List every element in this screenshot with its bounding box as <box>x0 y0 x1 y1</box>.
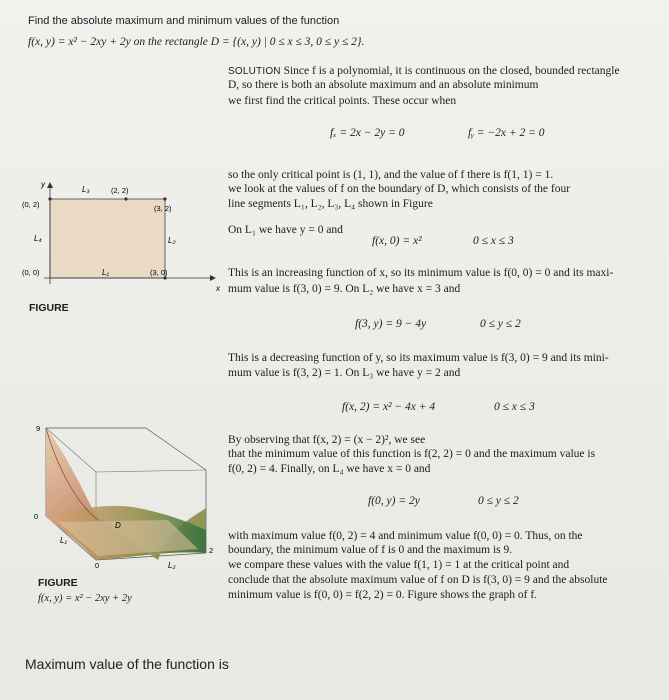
solution-p6-line-1: with maximum value f(0, 2) = 4 and minimum value f(0, 0) = 0. Thus, on the <box>228 530 583 542</box>
solution-p5-line-2: that the minimum value of this function is f(2, 2) = 0 and the maximum value is <box>228 448 596 460</box>
solution-p6-line-2: boundary, the minimum value of f is 0 and the maximum is 9. <box>228 544 513 556</box>
figure-2-label: FIGURE <box>38 577 78 589</box>
l1-equation: f(x, 0) = x² <box>372 235 422 247</box>
region-d-label: D <box>115 521 121 530</box>
solution-p4-line-2: mum value is f(3, 2) = 1. On L₃ we have y = 2 and <box>228 367 461 379</box>
tick-9: 9 <box>36 424 41 433</box>
l4-equation: f(0, y) = 2y <box>368 495 420 507</box>
l3-equation: f(x, 2) = x² − 4x + 4 <box>342 401 436 413</box>
label-0-2: (0, 2) <box>22 200 40 209</box>
problem-line-1: Find the absolute maximum and minimum values of the function <box>28 15 340 27</box>
surface-label-l2: L₂ <box>168 561 176 570</box>
solution-p6-line-3: we compare these values with the value f(1, 1) = 1 at the critical point and <box>228 559 570 571</box>
label-l1: L₁ <box>102 268 109 277</box>
l2-range: 0 ≤ y ≤ 2 <box>480 318 521 330</box>
point-0-2 <box>48 197 51 200</box>
x-axis-label: x <box>216 284 220 293</box>
surface-label-l1: L₁ <box>60 536 67 545</box>
l1-range: 0 ≤ x ≤ 3 <box>473 235 514 247</box>
solution-p4-line-1: This is a decreasing function of y, so its maximum value is f(3, 0) = 9 and its mini- <box>228 352 609 364</box>
l3-range: 0 ≤ x ≤ 3 <box>494 401 535 413</box>
region-d <box>50 199 165 278</box>
label-0-0: (0, 0) <box>22 268 40 277</box>
y-axis-label: y <box>41 180 45 189</box>
tick-x0: 0 <box>95 561 100 570</box>
box-edge-top-front <box>96 470 206 472</box>
solution-p1-text-1: Since f is a polynomial, it is continuous on the closed, bounded rectangle <box>283 65 620 77</box>
boundary-rectangle-figure <box>20 178 240 318</box>
solution-p6-line-5: minimum value is f(0, 0) = f(2, 2) = 0. Figure shows the graph of f. <box>228 589 538 601</box>
solution-p2-line-2: we look at the values of f on the boundary of D, which consists of the four <box>228 183 571 195</box>
label-3-0: (3, 0) <box>150 268 168 277</box>
problem-line-2: f(x, y) = x² − 2xy + 2y on the rectangle D = {(x, y) | 0 ≤ x ≤ 3, 0 ≤ y ≤ 2}. <box>28 36 365 48</box>
solution-p2-line-1: so the only critical point is (1, 1), and the value of f there is f(1, 1) = 1. <box>228 169 554 181</box>
answer-prompt: Maximum value of the function is <box>25 656 229 672</box>
equation-fx: fₓ = 2x − 2y = 0 <box>330 127 405 139</box>
solution-p1-line-3: we first find the critical points. These occur when <box>228 95 457 107</box>
solution-p6-line-4: conclude that the absolute maximum value of f on D is f(3, 0) = 9 and the absolute <box>228 574 608 586</box>
solution-p2-line-3: line segments L₁, L₂, L₃, L₄ shown in Figure <box>228 198 433 210</box>
l1-intro: On L₁ we have y = 0 and <box>228 224 343 236</box>
y-axis-arrow <box>47 182 53 188</box>
tick-2: 2 <box>209 546 214 555</box>
label-2-2: (2, 2) <box>111 186 129 195</box>
solution-p3-line-2: mum value is f(3, 0) = 9. On L₂ we have x = 3 and <box>228 283 461 295</box>
point-2-2 <box>124 197 127 200</box>
x-axis-arrow <box>210 275 216 281</box>
solution-p5-line-3: f(0, 2) = 4. Finally, on L₄ we have x = 0 and <box>228 463 431 475</box>
solution-p1-line-2: D, so there is both an absolute maximum and an absolute minimum <box>228 79 539 91</box>
solution-p5-line-1: By observing that f(x, 2) = (x − 2)², we see <box>228 434 426 446</box>
label-l2: L₂ <box>168 236 176 245</box>
box-edge-top-right <box>146 428 206 470</box>
tick-0: 0 <box>34 512 39 521</box>
solution-p3-line-1: This is an increasing function of x, so its minimum value is f(0, 0) = 0 and its maxi- <box>228 267 614 279</box>
figure-1-label: FIGURE <box>29 302 69 314</box>
label-l3: L₃ <box>82 185 90 194</box>
label-l4: L₄ <box>34 234 42 243</box>
l2-equation: f(3, y) = 9 − 4y <box>355 318 427 330</box>
equation-fy: fᵧ = −2x + 2 = 0 <box>468 127 545 139</box>
point-3-2 <box>163 197 166 200</box>
surface-graph-figure <box>18 410 238 585</box>
figure-2-caption: f(x, y) = x² − 2xy + 2y <box>38 593 132 604</box>
solution-heading: SOLUTION <box>228 66 281 77</box>
label-3-2: (3, 2) <box>154 204 172 213</box>
solution-p1-line-1 <box>228 65 620 78</box>
l4-range: 0 ≤ y ≤ 2 <box>478 495 519 507</box>
